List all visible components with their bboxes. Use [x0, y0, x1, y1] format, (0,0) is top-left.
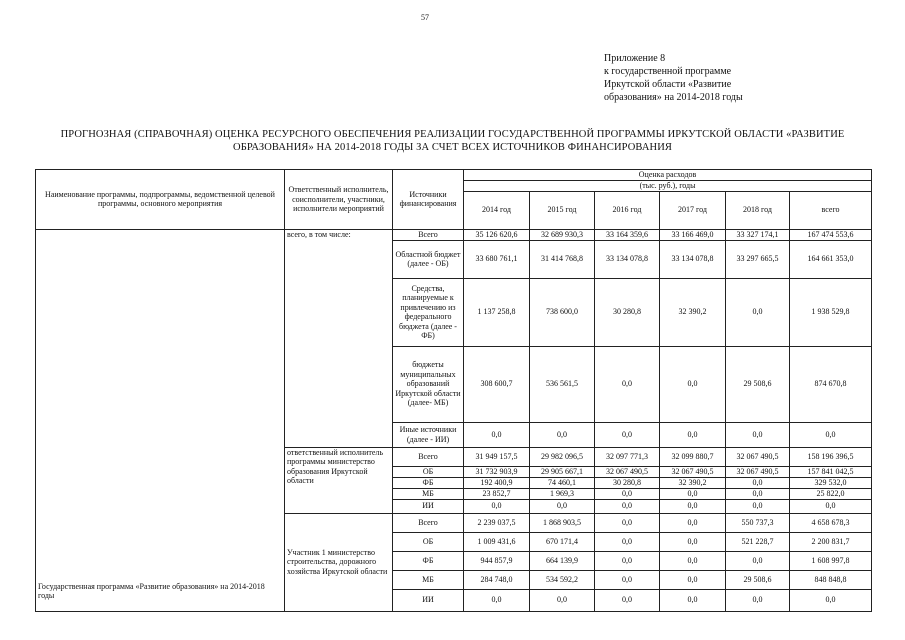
value-cell: 1 868 903,5 — [530, 513, 595, 532]
executor-ministry-construction: Участник 1 министерство строительства, дорожного хозяйства Иркутской области — [285, 513, 393, 611]
value-cell: 167 474 553,6 — [790, 229, 872, 240]
value-cell: 0,0 — [660, 488, 726, 499]
appendix-line: Приложение 8 — [604, 53, 666, 64]
value-cell: 0,0 — [660, 499, 726, 513]
value-cell: 33 134 078,8 — [660, 240, 726, 278]
value-cell: 1 938 529,8 — [790, 278, 872, 346]
value-cell: 0,0 — [464, 422, 530, 447]
value-cell: 33 164 359,6 — [595, 229, 660, 240]
header-year: 2018 год — [726, 191, 790, 229]
source-cell: бюджеты муниципальных образований Иркутской области (далее- МБ) — [393, 346, 464, 422]
value-cell: 0,0 — [464, 589, 530, 611]
value-cell: 33 680 761,1 — [464, 240, 530, 278]
value-cell: 944 857,9 — [464, 551, 530, 570]
header-year: 2017 год — [660, 191, 726, 229]
value-cell: 0,0 — [790, 422, 872, 447]
value-cell: 0,0 — [595, 346, 660, 422]
value-cell: 0,0 — [595, 570, 660, 589]
value-cell: 848 848,8 — [790, 570, 872, 589]
value-cell: 0,0 — [595, 589, 660, 611]
value-cell: 1 009 431,6 — [464, 532, 530, 551]
value-cell: 0,0 — [530, 422, 595, 447]
value-cell: 0,0 — [660, 422, 726, 447]
value-cell: 0,0 — [726, 499, 790, 513]
header-year: 2015 год — [530, 191, 595, 229]
value-cell: 29 508,6 — [726, 570, 790, 589]
appendix-line: Иркутской области «Развитие — [604, 79, 732, 90]
value-cell: 1 608 997,8 — [790, 551, 872, 570]
value-cell: 521 228,7 — [726, 532, 790, 551]
value-cell: 31 949 157,5 — [464, 447, 530, 466]
value-cell: 2 239 037,5 — [464, 513, 530, 532]
value-cell: 29 982 096,5 — [530, 447, 595, 466]
program-name: Государственная программа «Развитие образования» на 2014-2018 годы — [36, 229, 285, 611]
value-cell: 35 126 620,6 — [464, 229, 530, 240]
table-row — [36, 229, 872, 240]
value-cell: 29 508,6 — [726, 346, 790, 422]
value-cell: 32 067 490,5 — [726, 447, 790, 466]
value-cell: 738 600,0 — [530, 278, 595, 346]
value-cell: 0,0 — [595, 532, 660, 551]
value-cell: 0,0 — [726, 477, 790, 488]
value-cell: 0,0 — [660, 551, 726, 570]
value-cell: 329 532,0 — [790, 477, 872, 488]
header-executor: Ответственный исполнитель, соисполнители, участники, исполнители мероприятий — [285, 170, 393, 230]
value-cell: 534 592,2 — [530, 570, 595, 589]
source-cell: Областной бюджет (далее - ОБ) — [393, 240, 464, 278]
value-cell: 0,0 — [595, 499, 660, 513]
value-cell: 32 067 490,5 — [726, 466, 790, 477]
value-cell: 74 460,1 — [530, 477, 595, 488]
value-cell: 0,0 — [726, 422, 790, 447]
source-cell: Средства, планируемые к привлечению из федерального бюджета (далее - ФБ) — [393, 278, 464, 346]
value-cell: 2 200 831,7 — [790, 532, 872, 551]
value-cell: 29 905 667,1 — [530, 466, 595, 477]
value-cell: 23 852,7 — [464, 488, 530, 499]
value-cell: 32 689 930,3 — [530, 229, 595, 240]
value-cell: 157 841 042,5 — [790, 466, 872, 477]
value-cell: 32 097 771,3 — [595, 447, 660, 466]
value-cell: 33 297 665,5 — [726, 240, 790, 278]
value-cell: 158 196 396,5 — [790, 447, 872, 466]
value-cell: 874 670,8 — [790, 346, 872, 422]
value-cell: 0,0 — [726, 589, 790, 611]
value-cell: 4 658 678,3 — [790, 513, 872, 532]
source-cell: Всего — [393, 513, 464, 532]
resource-table — [35, 169, 872, 612]
page-number: 57 — [421, 13, 429, 22]
source-cell: ФБ — [393, 551, 464, 570]
source-cell: МБ — [393, 488, 464, 499]
header-source: Источники финансирования — [393, 170, 464, 230]
appendix-line: образования» на 2014-2018 годы — [604, 92, 743, 103]
value-cell: 0,0 — [530, 499, 595, 513]
value-cell: 32 099 880,7 — [660, 447, 726, 466]
value-cell: 0,0 — [660, 589, 726, 611]
value-cell: 25 822,0 — [790, 488, 872, 499]
value-cell: 308 600,7 — [464, 346, 530, 422]
header-year: 2016 год — [595, 191, 660, 229]
value-cell: 0,0 — [595, 513, 660, 532]
value-cell: 0,0 — [464, 499, 530, 513]
executor-ministry-education: ответственный исполнитель программы министерство образования Иркутской области — [285, 447, 393, 513]
value-cell: 33 134 078,8 — [595, 240, 660, 278]
value-cell: 1 137 258,8 — [464, 278, 530, 346]
header-program-name: Наименование программы, подпрограммы, ведомственной целевой программы, основного мероприятия — [36, 170, 285, 230]
header-estimate: Оценка расходов — [464, 170, 872, 181]
source-cell: ОБ — [393, 466, 464, 477]
value-cell: 30 280,8 — [595, 278, 660, 346]
value-cell: 164 661 353,0 — [790, 240, 872, 278]
appendix-line: к государственной программе — [604, 66, 732, 77]
value-cell: 0,0 — [595, 488, 660, 499]
value-cell: 192 400,9 — [464, 477, 530, 488]
header-units: (тыс. руб.), годы — [464, 180, 872, 191]
value-cell: 31 732 903,9 — [464, 466, 530, 477]
title-line: ОБРАЗОВАНИЯ» НА 2014-2018 ГОДЫ ЗА СЧЕТ ВСЕХ ИСТОЧНИКОВ ФИНАНСИРОВАНИЯ — [233, 142, 672, 153]
document-title — [20, 128, 885, 154]
header-year: 2014 год — [464, 191, 530, 229]
appendix-note — [604, 52, 743, 104]
source-cell: Иные источники (далее - ИИ) — [393, 422, 464, 447]
title-line: ПРОГНОЗНАЯ (СПРАВОЧНАЯ) ОЦЕНКА РЕСУРСНОГО ОБЕСПЕЧЕНИЯ РЕАЛИЗАЦИИ ГОСУДАРСТВЕННОЙ ПРОГРАММЫ ИРКУТСКОЙ ОБЛАСТИ «РАЗВИТИЕ — [60, 129, 845, 140]
value-cell: 284 748,0 — [464, 570, 530, 589]
value-cell: 33 327 174,1 — [726, 229, 790, 240]
value-cell: 32 067 490,5 — [595, 466, 660, 477]
value-cell: 0,0 — [726, 278, 790, 346]
source-cell: Всего — [393, 229, 464, 240]
value-cell: 0,0 — [790, 589, 872, 611]
value-cell: 30 280,8 — [595, 477, 660, 488]
source-cell: ОБ — [393, 532, 464, 551]
value-cell: 32 390,2 — [660, 477, 726, 488]
value-cell: 0,0 — [726, 488, 790, 499]
value-cell: 31 414 768,8 — [530, 240, 595, 278]
value-cell: 0,0 — [660, 570, 726, 589]
value-cell: 33 166 469,0 — [660, 229, 726, 240]
source-cell: МБ — [393, 570, 464, 589]
executor-total: всего, в том числе: — [285, 229, 393, 447]
source-cell: ИИ — [393, 589, 464, 611]
value-cell: 550 737,3 — [726, 513, 790, 532]
value-cell: 536 561,5 — [530, 346, 595, 422]
value-cell: 0,0 — [660, 532, 726, 551]
value-cell: 1 969,3 — [530, 488, 595, 499]
value-cell: 0,0 — [660, 346, 726, 422]
value-cell: 0,0 — [595, 551, 660, 570]
value-cell: 0,0 — [530, 589, 595, 611]
source-cell: ФБ — [393, 477, 464, 488]
source-cell: ИИ — [393, 499, 464, 513]
value-cell: 0,0 — [660, 513, 726, 532]
value-cell: 0,0 — [790, 499, 872, 513]
source-cell: Всего — [393, 447, 464, 466]
value-cell: 0,0 — [595, 422, 660, 447]
value-cell: 32 067 490,5 — [660, 466, 726, 477]
header-total: всего — [790, 191, 872, 229]
value-cell: 670 171,4 — [530, 532, 595, 551]
value-cell: 664 139,9 — [530, 551, 595, 570]
value-cell: 0,0 — [726, 551, 790, 570]
value-cell: 32 390,2 — [660, 278, 726, 346]
